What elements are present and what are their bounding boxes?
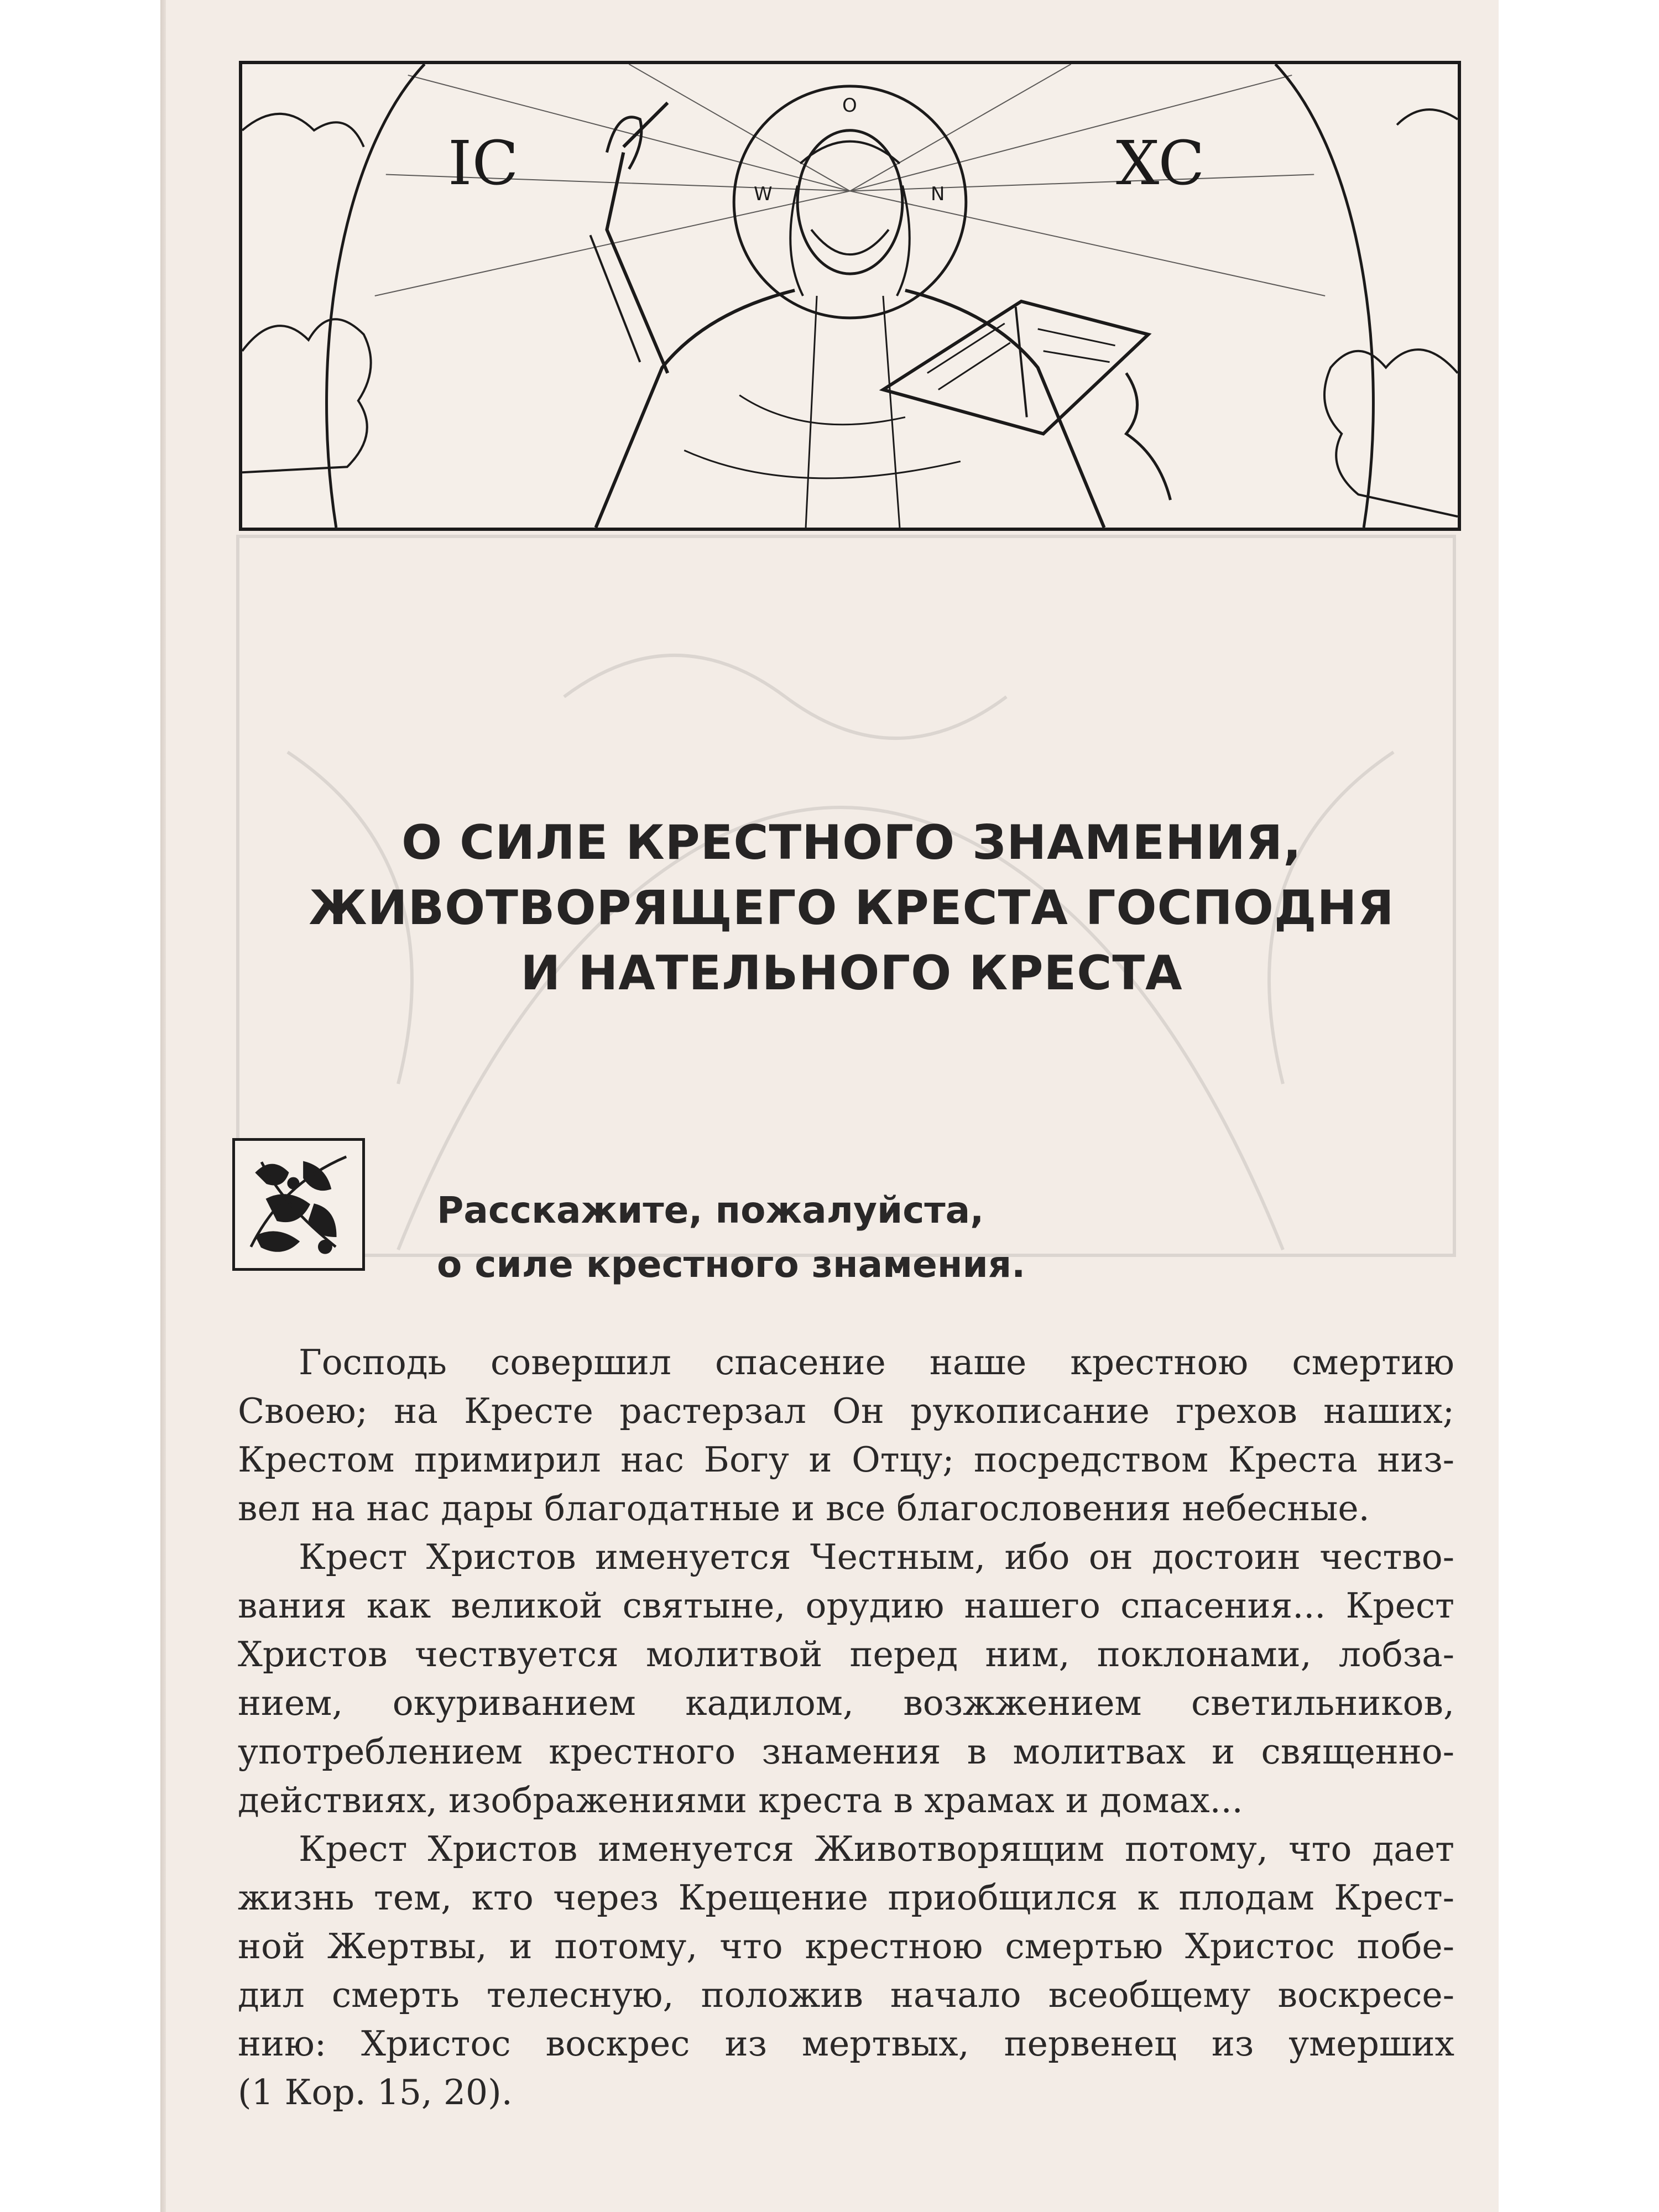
christ-pantocrator-engraving	[239, 61, 1461, 531]
text-line: Христов чествуется молитвой перед ним, поклонами, лобза-	[238, 1634, 1454, 1674]
question-line: Расскажите, пожалуйста,	[437, 1189, 984, 1232]
title-line: О СИЛЕ КРЕСТНОГО ЗНАМЕНИЯ,	[401, 815, 1302, 870]
text-line: вел на нас дары благодатные и все благословения небесные.	[238, 1488, 1370, 1528]
text-line: нию: Христос воскрес из мертвых, первенец из умерших	[238, 2023, 1454, 2064]
paragraph-2	[238, 1533, 1454, 1825]
engraving-drawing	[242, 64, 1458, 528]
paragraph-3	[238, 1825, 1454, 2117]
question-heading	[437, 1183, 1025, 1292]
halo-letter-top: O	[842, 95, 857, 117]
text-line: Господь совершил спасение наше крестною смертию	[299, 1342, 1454, 1383]
title-line: ЖИВОТВОРЯЩЕГО КРЕСТА ГОСПОДНЯ	[309, 880, 1395, 936]
text-line: жизнь тем, кто через Крещение приобщился к плодам Крест-	[238, 1877, 1454, 1918]
text-line: дил смерть телесную, положив начало всеобщему воскресе-	[238, 1975, 1454, 2015]
text-line: вания как великой святыне, орудию нашего спасения... Крест	[238, 1585, 1454, 1626]
text-line: Крестом примирил нас Богу и Отцу; посредством Креста низ-	[238, 1439, 1454, 1480]
monogram-ic: IC	[448, 128, 519, 199]
paragraph-1	[238, 1338, 1454, 1533]
text-line: нием, окуриванием кадилом, возжжением светильников,	[238, 1683, 1454, 1723]
chapter-title	[232, 810, 1471, 1006]
question-line: о силе крестного знамения.	[437, 1243, 1026, 1286]
text-line: Крест Христов именуется Животворящим потому, что дает	[299, 1829, 1454, 1869]
text-line: действиях, изображениями креста в храмах и домах...	[238, 1780, 1243, 1820]
monogram-xc: XC	[1116, 128, 1205, 199]
text-line: Крест Христов именуется Честным, ибо он достоин чество-	[299, 1537, 1454, 1577]
text-line: (1 Кор. 15, 20).	[238, 2072, 513, 2112]
halo-letter-right: N	[931, 183, 945, 205]
text-line: Своею; на Кресте растерзал Он рукописание грехов наших;	[238, 1391, 1454, 1431]
halo-letter-left: W	[754, 183, 773, 205]
answer-body	[238, 1338, 1454, 2117]
text-line: употреблением крестного знамения в молитвах и священно-	[238, 1731, 1454, 1772]
floral-ornament-icon	[232, 1138, 365, 1271]
title-line: И НАТЕЛЬНОГО КРЕСТА	[520, 946, 1183, 1001]
text-line: ной Жертвы, и потому, что крестною смертью Христос побе-	[238, 1926, 1454, 1966]
